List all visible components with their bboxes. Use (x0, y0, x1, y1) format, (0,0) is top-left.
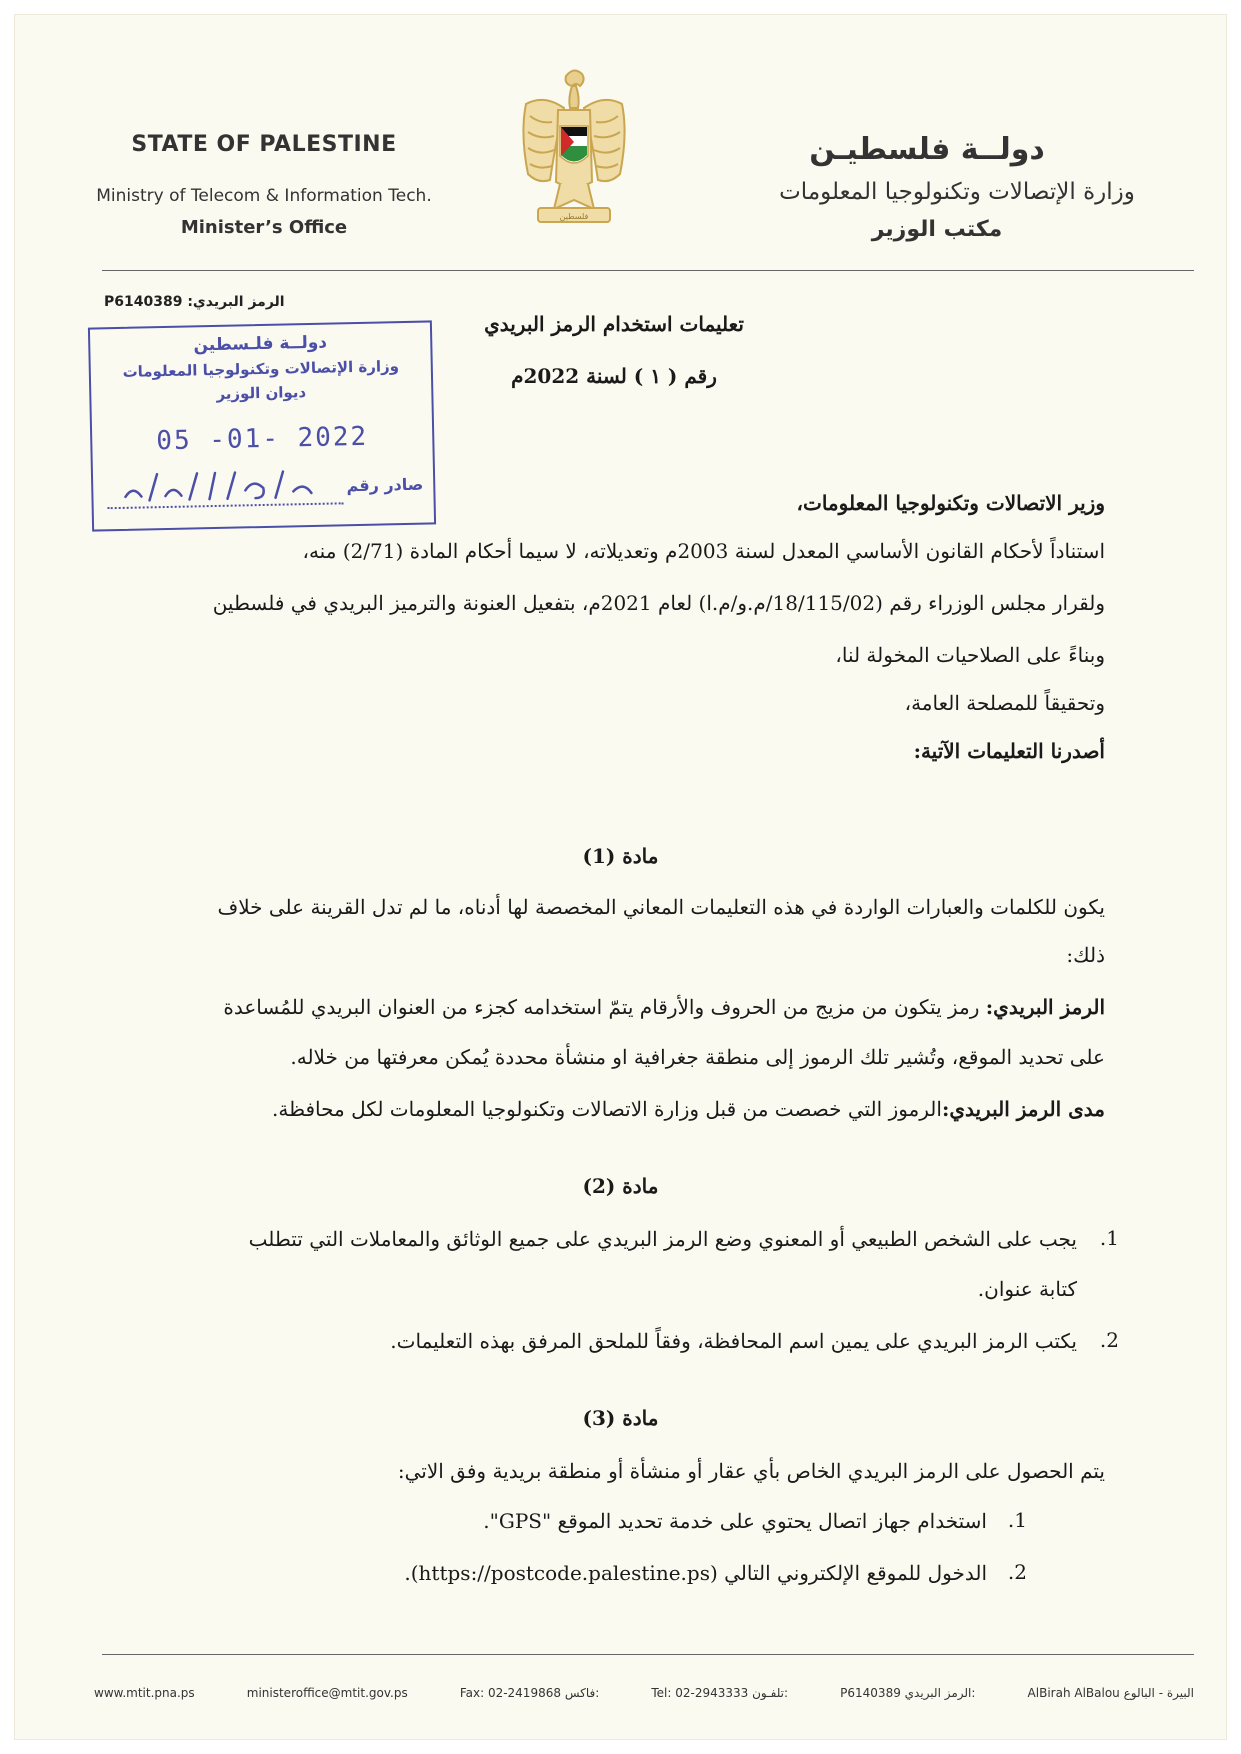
footer-contact (94, 1686, 1194, 1700)
footer-email[interactable]: ministeroffice@mtit.gov.ps (246, 1686, 408, 1700)
header-en-ministry: Ministry of Telecom & Information Tech. (96, 186, 432, 206)
article-3-item-2-num: 2. (1007, 1560, 1027, 1584)
definition-postal-code-term: الرمز البريدي: (985, 995, 1105, 1019)
header-en-state: STATE OF PALESTINE (131, 132, 397, 157)
article-3-intro: يتم الحصول على الرمز البريدي الخاص بأي عقار أو منشأة أو منطقة بريدية وفق الاتي: (397, 1459, 1105, 1483)
preamble-issued: أصدرنا التعليمات الآتية: (913, 739, 1105, 763)
article-2-item-1-cont: كتابة عنوان. (977, 1277, 1077, 1301)
article-2-item-1: يجب على الشخص الطبيعي أو المعنوي وضع الرمز البريدي على جميع الوثائق والمعاملات التي تتطلب (248, 1227, 1077, 1251)
article-2-item-1-num: 1. (1099, 1226, 1119, 1250)
stamp-date: 05 -01- 2022 (156, 421, 369, 457)
eagle-emblem-icon (514, 64, 634, 229)
definition-postal-range (105, 1096, 1105, 1122)
stamp-office: ديوان الوزير (216, 383, 307, 403)
footer-divider (102, 1654, 1194, 1655)
definition-postal-code-cont: على تحديد الموقع، وتُشير تلك الرموز إلى منطقة جغرافية او منشأة محددة يُمكن معرفتها من خلاله. (290, 1045, 1105, 1069)
office-stamp (88, 320, 436, 531)
stamp-ministry: وزارة الإتصالات وتكنولوجيا المعلومات (122, 357, 400, 381)
article-1-text-end: ذلك: (1066, 943, 1105, 967)
article-2-item-2: يكتب الرمز البريدي على يمين اسم المحافظة، وفقاً للملحق المرفق بهذه التعليمات. (390, 1329, 1077, 1353)
article-2-item-2-num: 2. (1099, 1328, 1119, 1352)
emblem-label: فلسطين (559, 212, 589, 221)
postal-code-label: الرمز البريدي: P6140389 (104, 294, 285, 310)
article-3-item-1-num: 1. (1007, 1508, 1027, 1532)
footer-address: AlBirah AlBalou البيرة - البالوع (1027, 1686, 1194, 1700)
preamble-public-interest: وتحقيقاً للمصلحة العامة، (904, 691, 1105, 715)
article-2-heading: مادة (2) (582, 1174, 659, 1198)
header-divider (102, 270, 1194, 271)
document-page (14, 14, 1227, 1740)
definition-postal-code-text: رمز يتكون من مزيج من الحروف والأرقام يتمّ استخدامه كجزء من العنوان البريدي للمُساعدة (223, 995, 986, 1019)
header-ar-state: دولــة فلسطيـن (809, 132, 1045, 167)
header-ar-office: مكتب الوزير (871, 217, 1003, 242)
article-3-item-2: الدخول للموقع الإلكتروني التالي (https://postcode.palestine.ps). (404, 1561, 987, 1585)
article-3-item-1: استخدام جهاز اتصال يحتوي على خدمة تحديد الموقع "GPS". (483, 1509, 987, 1533)
article-1-heading: مادة (1) (582, 844, 659, 868)
article-1-text: يكون للكلمات والعبارات الواردة في هذه التعليمات المعاني المخصصة لها أدناه، ما لم تدل القرينة على خلاف (217, 895, 1105, 919)
definition-postal-code (105, 994, 1105, 1020)
footer-tel: Tel: 02-2943333 تلفـون: (651, 1686, 789, 1700)
preamble-basic-law: استناداً لأحكام القانون الأساسي المعدل لسنة 2003م وتعديلاته، لا سيما أحكام المادة (2/71) منه، (302, 539, 1105, 563)
document-title: تعليمات استخدام الرمز البريدي (484, 312, 744, 336)
definition-postal-range-text: الرموز التي خصصت من قبل وزارة الاتصالات وتكنولوجيا المعلومات لكل محافظة. (272, 1097, 942, 1121)
footer-postal: P6140389 الرمز البريدي: (840, 1686, 976, 1700)
document-number: رقم ( ١ ) لسنة 2022م (511, 364, 717, 388)
preamble-cabinet-decision: ولقرار مجلس الوزراء رقم (18/115/02/م.و/م.ا) لعام 2021م، بتفعيل العنونة والترميز البريدي في فلسطين (212, 591, 1105, 615)
preamble-powers: وبناءً على الصلاحيات المخولة لنا، (835, 643, 1105, 667)
footer-fax: Fax: 02-2419868 فاكس: (459, 1686, 600, 1700)
definition-postal-range-term: مدى الرمز البريدي: (941, 1097, 1105, 1121)
stamp-state: دولــة فلـسطين (193, 332, 328, 356)
footer-website[interactable]: www.mtit.pna.ps (94, 1686, 195, 1700)
stamp-issued-label: صادر رقم (346, 474, 424, 496)
handwritten-number (115, 463, 326, 509)
preamble-minister: وزير الاتصالات وتكنولوجيا المعلومات، (796, 491, 1105, 515)
header-ar-ministry: وزارة الإتصالات وتكنولوجيا المعلومات (779, 179, 1135, 205)
header-en-office: Minister’s Office (180, 217, 348, 238)
article-3-heading: مادة (3) (582, 1406, 659, 1430)
